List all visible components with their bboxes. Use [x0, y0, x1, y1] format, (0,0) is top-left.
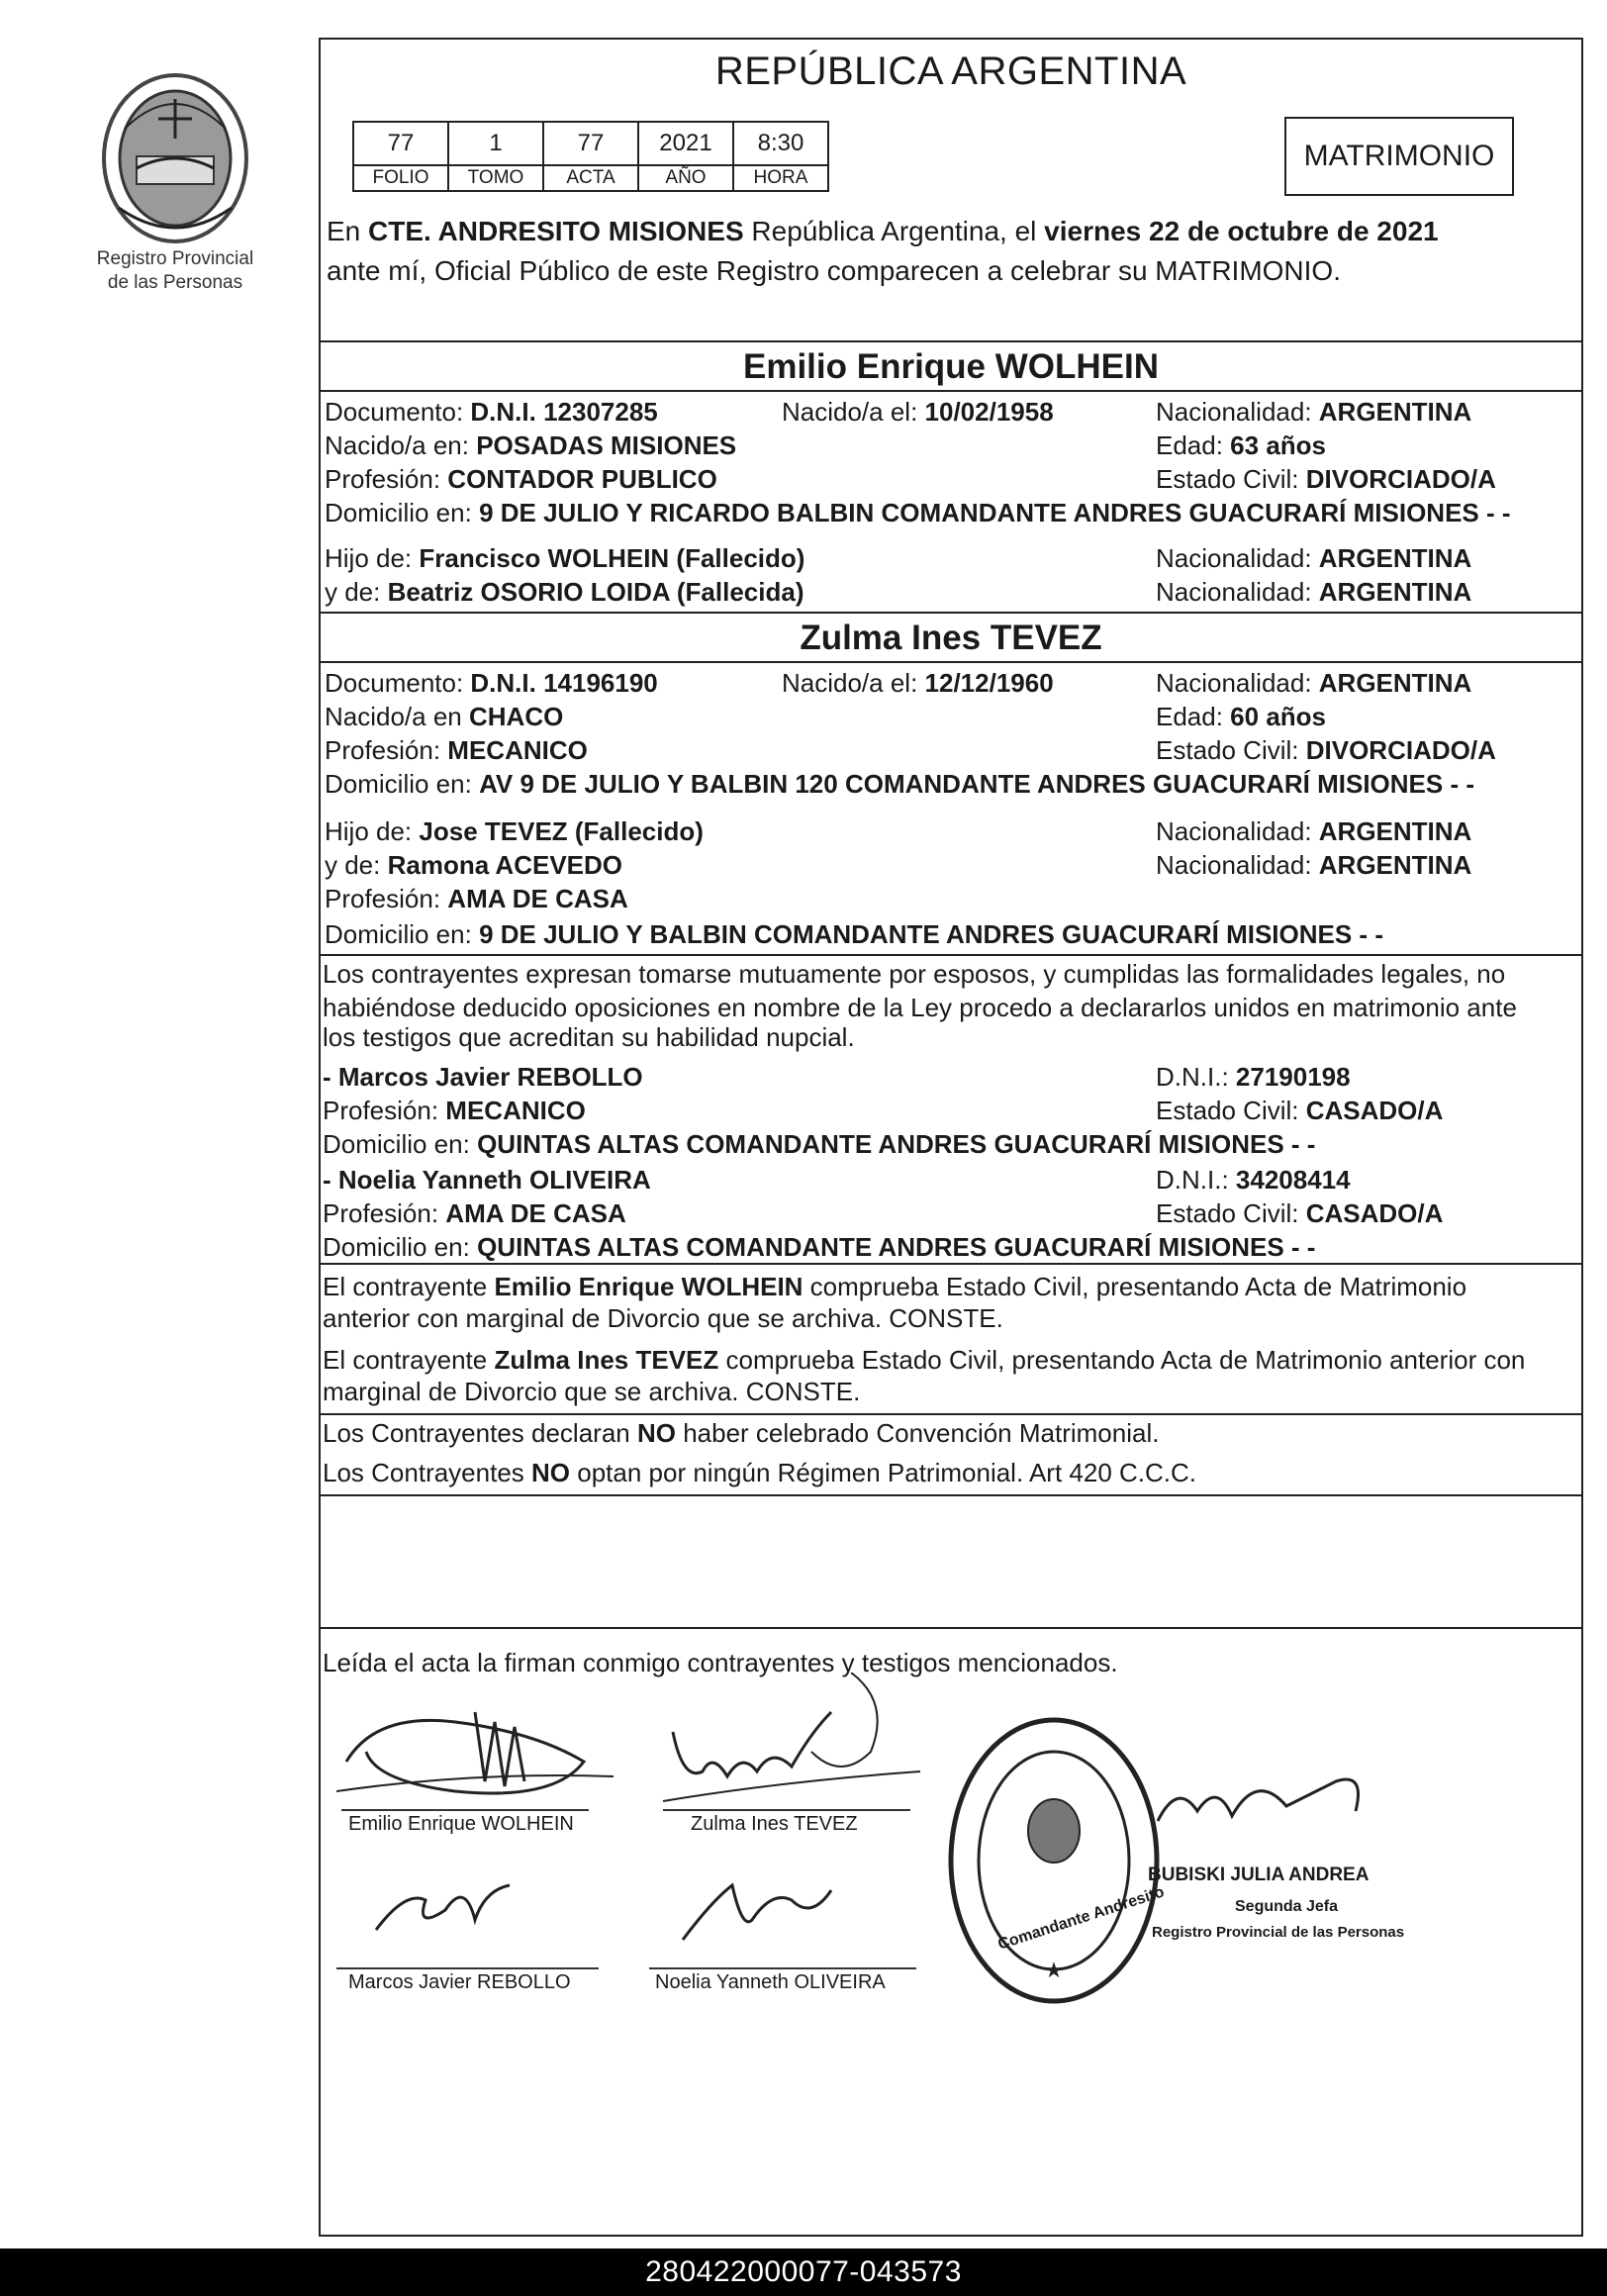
tomo-label: TOMO	[448, 165, 543, 191]
acta-label: ACTA	[543, 165, 638, 191]
tomo-value: 1	[448, 122, 543, 165]
spouse2-civil-status: Estado Civil: DIVORCIADO/A	[1156, 735, 1496, 765]
registry-stamp-icon	[945, 1712, 1163, 2009]
witness2-address: Domicilio en: QUINTAS ALTAS COMANDANTE ANDRES GUACURARÍ MISIONES - -	[323, 1232, 1316, 1262]
divider	[319, 390, 1583, 392]
spouse1-civil-status: Estado Civil: DIVORCIADO/A	[1156, 464, 1496, 494]
spouse2-mother-profession: Profesión: AMA DE CASA	[325, 884, 628, 913]
intro-line-2: ante mí, Oficial Público de este Registro comparecen a celebrar su MATRIMONIO.	[327, 255, 1341, 286]
signature-line	[336, 1967, 599, 1969]
spouse2-age: Edad: 60 años	[1156, 702, 1326, 731]
spouse2-name: Zulma Ines TEVEZ	[800, 619, 1102, 657]
seal-inner-text: Comandante Andresito	[995, 1883, 1167, 1954]
divider	[319, 954, 1583, 956]
spouse1-born: Nacido/a el: 10/02/1958	[782, 397, 1054, 427]
divider	[319, 340, 1583, 342]
year-label: AÑO	[638, 165, 733, 191]
declaration-line-2: habiéndose deducido oposiciones en nombre de la Ley procedo a declararlos unidos en matrimonio ante	[323, 993, 1517, 1022]
spouse1-address: Domicilio en: 9 DE JULIO Y RICARDO BALBIN COMANDANTE ANDRES GUACURARÍ MISIONES - -	[325, 498, 1511, 527]
spouse2-parents-address: Domicilio en: 9 DE JULIO Y BALBIN COMANDANTE ANDRES GUACURARÍ MISIONES - -	[325, 919, 1383, 949]
spouse1-mother: y de: Beatriz OSORIO LOIDA (Fallecida)	[325, 577, 804, 607]
spouse1-birthplace: Nacido/a en: POSADAS MISIONES	[325, 430, 737, 460]
witness1-civil-status: Estado Civil: CASADO/A	[1156, 1096, 1444, 1125]
divider	[319, 1263, 1583, 1265]
signature-line	[663, 1809, 910, 1811]
folio-label: FOLIO	[353, 165, 448, 191]
note-spouse1-line-2: anterior con marginal de Divorcio que se archiva. CONSTE.	[323, 1303, 1003, 1333]
witness1-dni: D.N.I.: 27190198	[1156, 1062, 1351, 1092]
witness2-civil-status: Estado Civil: CASADO/A	[1156, 1198, 1444, 1228]
record-info-table	[352, 121, 829, 192]
spouse1-doc: Documento: D.N.I. 12307285	[325, 397, 658, 427]
signature-label-spouse2: Zulma Ines TEVEZ	[691, 1813, 858, 1835]
spouse2-mother: y de: Ramona ACEVEDO	[325, 850, 623, 880]
document-code: 280422000077-043573	[0, 2248, 1607, 2296]
signature-label-witness2: Noelia Yanneth OLIVEIRA	[655, 1971, 886, 1993]
hour-value: 8:30	[733, 122, 828, 165]
divider	[319, 1494, 1583, 1496]
witness1-profession: Profesión: MECANICO	[323, 1096, 586, 1125]
province-logo	[97, 69, 253, 245]
spouse2-address: Domicilio en: AV 9 DE JULIO Y BALBIN 120 COMANDANTE ANDRES GUACURARÍ MISIONES - -	[325, 769, 1474, 799]
witness2-profession: Profesión: AMA DE CASA	[323, 1198, 626, 1228]
convention-note: Los Contrayentes declaran NO haber celebrado Convención Matrimonial.	[323, 1418, 1160, 1448]
note-spouse2-line-1: El contrayente Zulma Ines TEVEZ comprueba Estado Civil, presentando Acta de Matrimonio anterior con	[323, 1345, 1526, 1375]
regime-note: Los Contrayentes NO optan por ningún Régimen Patrimonial. Art 420 C.C.C.	[323, 1458, 1197, 1487]
spouse1-father: Hijo de: Francisco WOLHEIN (Fallecido)	[325, 543, 805, 573]
spouse2-nationality: Nacionalidad: ARGENTINA	[1156, 668, 1472, 698]
witness2-name: - Noelia Yanneth OLIVEIRA	[323, 1165, 651, 1195]
signature-line	[649, 1967, 916, 1969]
witness1-address: Domicilio en: QUINTAS ALTAS COMANDANTE ANDRES GUACURARÍ MISIONES - -	[323, 1129, 1316, 1159]
document-title: REPÚBLICA ARGENTINA	[714, 49, 1187, 93]
intro-place: CTE. ANDRESITO MISIONES	[368, 216, 744, 246]
witness1-name: - Marcos Javier REBOLLO	[323, 1062, 643, 1092]
spouse1-mother-nationality: Nacionalidad: ARGENTINA	[1156, 577, 1472, 607]
intro-line-1: En CTE. ANDRESITO MISIONES República Argentina, el viernes 22 de octubre de 2021	[327, 216, 1439, 246]
spouse1-father-nationality: Nacionalidad: ARGENTINA	[1156, 543, 1472, 573]
folio-value: 77	[353, 122, 448, 165]
spouse2-father: Hijo de: Jose TEVEZ (Fallecido)	[325, 816, 704, 846]
spouse2-profession: Profesión: MECANICO	[325, 735, 588, 765]
note-spouse1-line-1: El contrayente Emilio Enrique WOLHEIN comprueba Estado Civil, presentando Acta de Matrimonio	[323, 1272, 1467, 1301]
acta-value: 77	[543, 122, 638, 165]
official-office: Registro Provincial de las Personas	[1152, 1924, 1405, 1941]
spouse1-nationality: Nacionalidad: ARGENTINA	[1156, 397, 1472, 427]
intro-date: viernes 22 de octubre de 2021	[1044, 216, 1439, 246]
signature-intro: Leída el acta la firman conmigo contrayentes y testigos mencionados.	[323, 1648, 1118, 1677]
divider	[319, 1627, 1583, 1629]
spouse2-birthplace: Nacido/a en CHACO	[325, 702, 564, 731]
signature-line	[341, 1809, 589, 1811]
spouse2-mother-nationality: Nacionalidad: ARGENTINA	[1156, 850, 1472, 880]
hour-label: HORA	[733, 165, 828, 191]
spouse2-father-nationality: Nacionalidad: ARGENTINA	[1156, 816, 1472, 846]
document-type: MATRIMONIO	[1303, 140, 1495, 172]
spouse2-doc: Documento: D.N.I. 14196190	[325, 668, 658, 698]
divider	[319, 612, 1583, 614]
official-seal	[945, 1712, 1163, 2009]
province-seal-icon	[97, 69, 253, 245]
signature-label-witness1: Marcos Javier REBOLLO	[348, 1971, 571, 1993]
spouse2-born: Nacido/a el: 12/12/1960	[782, 668, 1054, 698]
registry-caption: Registro Provincial de las Personas	[96, 248, 254, 293]
spouse1-age: Edad: 63 años	[1156, 430, 1326, 460]
declaration-line-3: los testigos que acreditan su habilidad nupcial.	[323, 1022, 855, 1052]
official-role: Segunda Jefa	[1235, 1898, 1339, 1915]
witness2-dni: D.N.I.: 34208414	[1156, 1165, 1351, 1195]
spouse1-name: Emilio Enrique WOLHEIN	[742, 347, 1160, 386]
signature-label-spouse1: Emilio Enrique WOLHEIN	[348, 1813, 574, 1835]
spouse1-profession: Profesión: CONTADOR PUBLICO	[325, 464, 717, 494]
divider	[319, 661, 1583, 663]
svg-text:★: ★	[1044, 1959, 1064, 1983]
official-name: BUBISKI JULIA ANDREA	[1148, 1865, 1370, 1885]
declaration-line-1: Los contrayentes expresan tomarse mutuamente por esposos, y cumplidas las formalidades legales, no	[323, 959, 1506, 989]
year-value: 2021	[638, 122, 733, 165]
document-type-box	[1284, 117, 1514, 196]
note-spouse2-line-2: marginal de Divorcio que se archiva. CONSTE.	[323, 1377, 861, 1406]
divider	[319, 1413, 1583, 1415]
